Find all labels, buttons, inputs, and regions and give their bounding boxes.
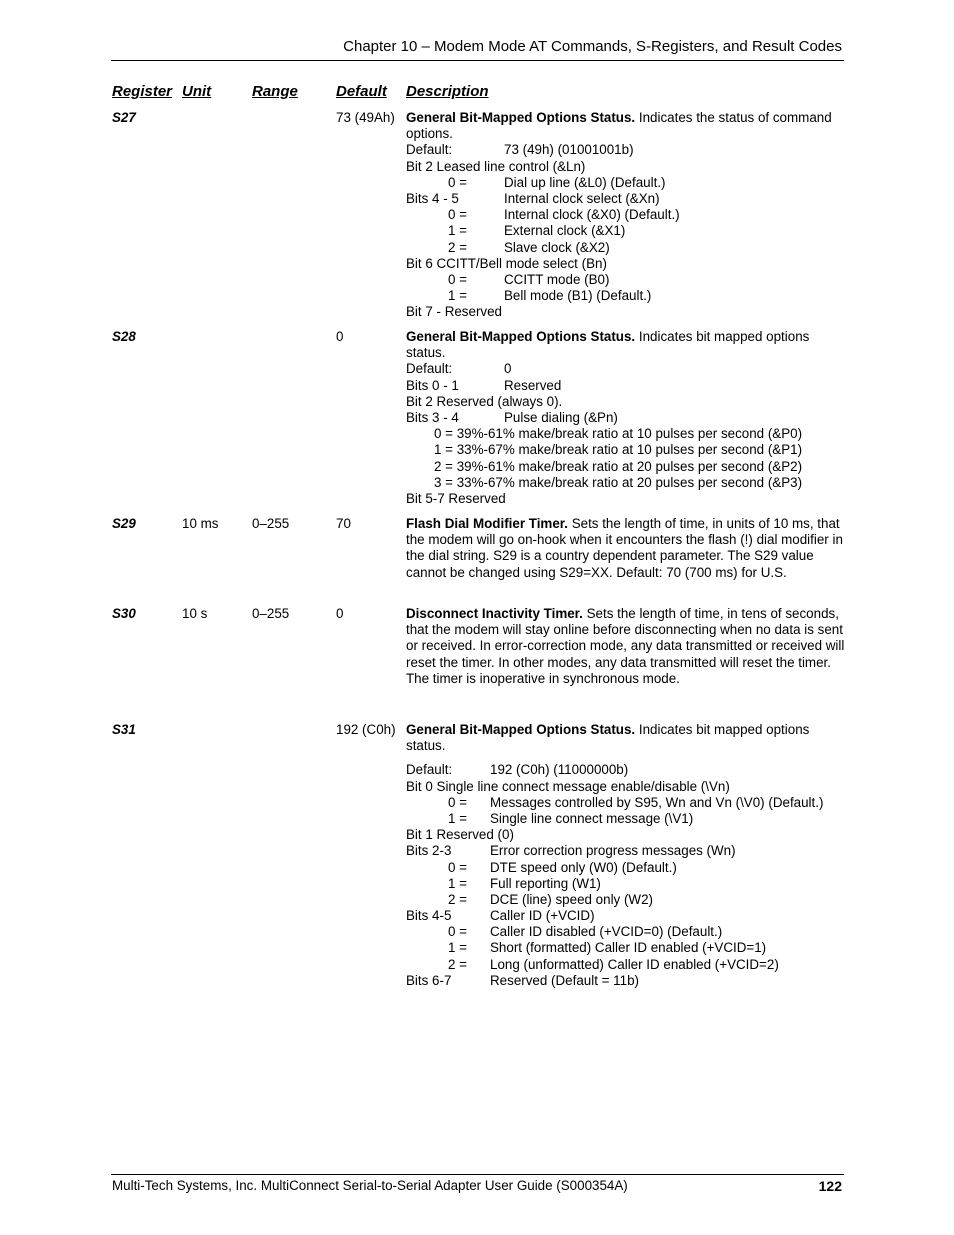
bit-definition-line (406, 288, 846, 304)
bit-definition-line (406, 876, 846, 892)
register-range: 0–255 (252, 606, 290, 621)
description-text: Indicates bit mapped options status. (406, 722, 810, 754)
bit-value: 2 = (448, 891, 467, 907)
bit-label: Bit 2 Leased line control (&Ln) (406, 158, 586, 174)
bit-definition-line (406, 378, 846, 394)
chapter-title: Chapter 10 – Modem Mode AT Commands, S-Registers, and Result Codes (343, 38, 842, 55)
bit-definition-line (406, 860, 846, 876)
bit-label: Bits 3 - 4 (406, 409, 459, 425)
bit-definition-line (406, 272, 846, 288)
bit-definition-line (406, 361, 846, 377)
bit-definition-line (406, 304, 846, 320)
bit-definition-line (406, 491, 846, 507)
bit-meaning: Long (unformatted) Caller ID enabled (+VCID=2) (490, 956, 779, 972)
bit-meaning: Reserved (Default = 11b) (490, 972, 639, 988)
register-description (406, 516, 846, 581)
bit-meaning: 73 (49h) (01001001b) (504, 142, 634, 158)
column-header-range: Range (252, 83, 298, 100)
bit-meaning: Caller ID disabled (+VCID=0) (Default.) (490, 924, 723, 940)
bit-meaning: Caller ID (+VCID) (490, 908, 595, 924)
column-header-unit: Unit (182, 83, 212, 100)
bit-definition-line (406, 843, 846, 859)
bit-definition-line (406, 762, 846, 778)
bit-value: 0 = (448, 924, 467, 940)
bit-label: Bits 4 - 5 (406, 190, 459, 206)
description-title: General Bit-Mapped Options Status. (406, 110, 636, 125)
register-description (406, 110, 846, 320)
bit-value: 0 = (448, 174, 467, 190)
bit-definition-line (406, 240, 846, 256)
bit-value: 2 = (448, 956, 467, 972)
register-description (406, 606, 846, 687)
bit-label: Bit 0 Single line connect message enable/disable (\Vn) (406, 778, 730, 794)
bit-meaning: Short (formatted) Caller ID enabled (+VCID=1) (490, 940, 767, 956)
bit-definition-line (406, 442, 846, 458)
register-default: 0 (336, 329, 344, 344)
bit-definition-line (406, 159, 846, 175)
bit-value: 0 = (448, 207, 467, 223)
bit-meaning: 0 (504, 361, 512, 377)
register-description (406, 329, 846, 507)
bit-meaning: Bell mode (B1) (Default.) (504, 288, 652, 304)
bit-definition-line (406, 811, 846, 827)
description-title: General Bit-Mapped Options Status. (406, 722, 636, 737)
bit-definition-line (406, 191, 846, 207)
bit-definition-line (406, 459, 846, 475)
register-name: S29 (112, 516, 136, 531)
column-header-register: Register (112, 83, 173, 100)
bit-value: 1 = (448, 223, 467, 239)
bit-meaning: Messages controlled by S95, Wn and Vn (\V0) (Default.) (490, 794, 824, 810)
bit-value: 2 = (448, 239, 467, 255)
description-text: Indicates bit mapped options status. (406, 329, 810, 361)
bit-value: 0 = (448, 794, 467, 810)
bit-label: Bit 5-7 Reserved (406, 490, 506, 506)
bit-meaning: Full reporting (W1) (490, 875, 601, 891)
bit-label: Default: (406, 142, 453, 158)
description-text: Indicates the status of command options. (406, 110, 832, 142)
bit-meaning: Single line connect message (\V1) (490, 810, 694, 826)
bit-meaning: 192 (C0h) (11000000b) (490, 762, 629, 778)
bit-label: Bits 0 - 1 (406, 377, 459, 393)
register-range: 0–255 (252, 516, 290, 531)
register-unit: 10 s (182, 606, 208, 621)
description-title: General Bit-Mapped Options Status. (406, 329, 636, 344)
bit-meaning: Dial up line (&L0) (Default.) (504, 174, 666, 190)
footer-divider (111, 1174, 844, 1175)
column-header-description: Description (406, 83, 489, 100)
bit-definition-line (406, 142, 846, 158)
bit-meaning: Slave clock (&X2) (504, 239, 610, 255)
register-name: S30 (112, 606, 136, 621)
bit-definition-line (406, 475, 846, 491)
register-description (406, 722, 846, 989)
bit-definition-line (406, 394, 846, 410)
register-default: 192 (C0h) (336, 722, 396, 737)
bit-label: Bit 7 - Reserved (406, 304, 503, 320)
bit-definition-line (406, 175, 846, 191)
bit-meaning: DCE (line) speed only (W2) (490, 891, 653, 907)
bit-label: Bits 6-7 (406, 972, 452, 988)
bit-definition-line (406, 256, 846, 272)
bit-definition-line (406, 795, 846, 811)
bit-label: Bit 1 Reserved (0) (406, 827, 514, 843)
bit-value: 0 = (448, 859, 467, 875)
register-default: 0 (336, 606, 344, 621)
bit-value: 0 = 39%-61% make/break ratio at 10 pulses per second (&P0) (434, 426, 803, 442)
bit-meaning: Pulse dialing (&Pn) (504, 409, 618, 425)
bit-meaning: Reserved (504, 377, 562, 393)
register-name: S31 (112, 722, 136, 737)
bit-definition-line (406, 957, 846, 973)
description-title: Flash Dial Modifier Timer. (406, 516, 568, 531)
bit-label: Default: (406, 361, 453, 377)
footer-text: Multi-Tech Systems, Inc. MultiConnect Serial-to-Serial Adapter User Guide (S000354A) (112, 1178, 628, 1193)
bit-definition-line (406, 223, 846, 239)
bit-definition-line (406, 827, 846, 843)
column-header-default: Default (336, 83, 387, 100)
register-default: 70 (336, 516, 351, 531)
bit-meaning: Internal clock (&X0) (Default.) (504, 207, 680, 223)
bit-definition-line (406, 410, 846, 426)
bit-label: Bit 2 Reserved (always 0). (406, 393, 563, 409)
register-unit: 10 ms (182, 516, 219, 531)
bit-definition-line (406, 779, 846, 795)
bit-definition-line (406, 426, 846, 442)
bit-definition-line (406, 207, 846, 223)
bit-definition-line (406, 973, 846, 989)
bit-label: Default: (406, 762, 453, 778)
bit-value: 1 = 33%-67% make/break ratio at 10 pulses per second (&P1) (434, 442, 803, 458)
description-text: Sets the length of time, in units of 10 ms, that the modem will go on-hook when it encounters the flash (!) dial modifier in the dial string. S29 is a country dependent parameter. The S29 value cannot be changed using S29=XX. Default: 70 (700 ms) for U.S. (406, 516, 843, 580)
bit-value: 1 = (448, 875, 467, 891)
register-name: S27 (112, 110, 136, 125)
bit-meaning: Error correction progress messages (Wn) (490, 843, 736, 859)
bit-value: 1 = (448, 810, 467, 826)
bit-value: 2 = 39%-61% make/break ratio at 20 pulses per second (&P2) (434, 458, 803, 474)
bit-label: Bits 4-5 (406, 908, 452, 924)
bit-meaning: Internal clock select (&Xn) (504, 190, 660, 206)
bit-value: 1 = (448, 288, 467, 304)
description-text: Sets the length of time, in tens of seconds, that the modem will stay online before disconnecting when no data is sent or received. In error-correction mode, any data transmitted or received will reset the timer. In other modes, any data transmitted will reset the timer. The timer is inoperative in synchronous mode. (406, 606, 845, 686)
bit-definition-line (406, 892, 846, 908)
bit-value: 1 = (448, 940, 467, 956)
bit-meaning: External clock (&X1) (504, 223, 626, 239)
bit-value: 3 = 33%-67% make/break ratio at 20 pulses per second (&P3) (434, 474, 803, 490)
page-number: 122 (818, 1178, 842, 1194)
bit-label: Bits 2-3 (406, 843, 452, 859)
bit-meaning: CCITT mode (B0) (504, 271, 610, 287)
bit-value: 0 = (448, 271, 467, 287)
bit-meaning: DTE speed only (W0) (Default.) (490, 859, 677, 875)
bit-label: Bit 6 CCITT/Bell mode select (Bn) (406, 255, 607, 271)
header-divider (111, 60, 844, 61)
bit-definition-line (406, 908, 846, 924)
bit-definition-line (406, 940, 846, 956)
bit-definition-line (406, 924, 846, 940)
register-default: 73 (49Ah) (336, 110, 395, 125)
description-title: Disconnect Inactivity Timer. (406, 606, 583, 621)
register-name: S28 (112, 329, 136, 344)
